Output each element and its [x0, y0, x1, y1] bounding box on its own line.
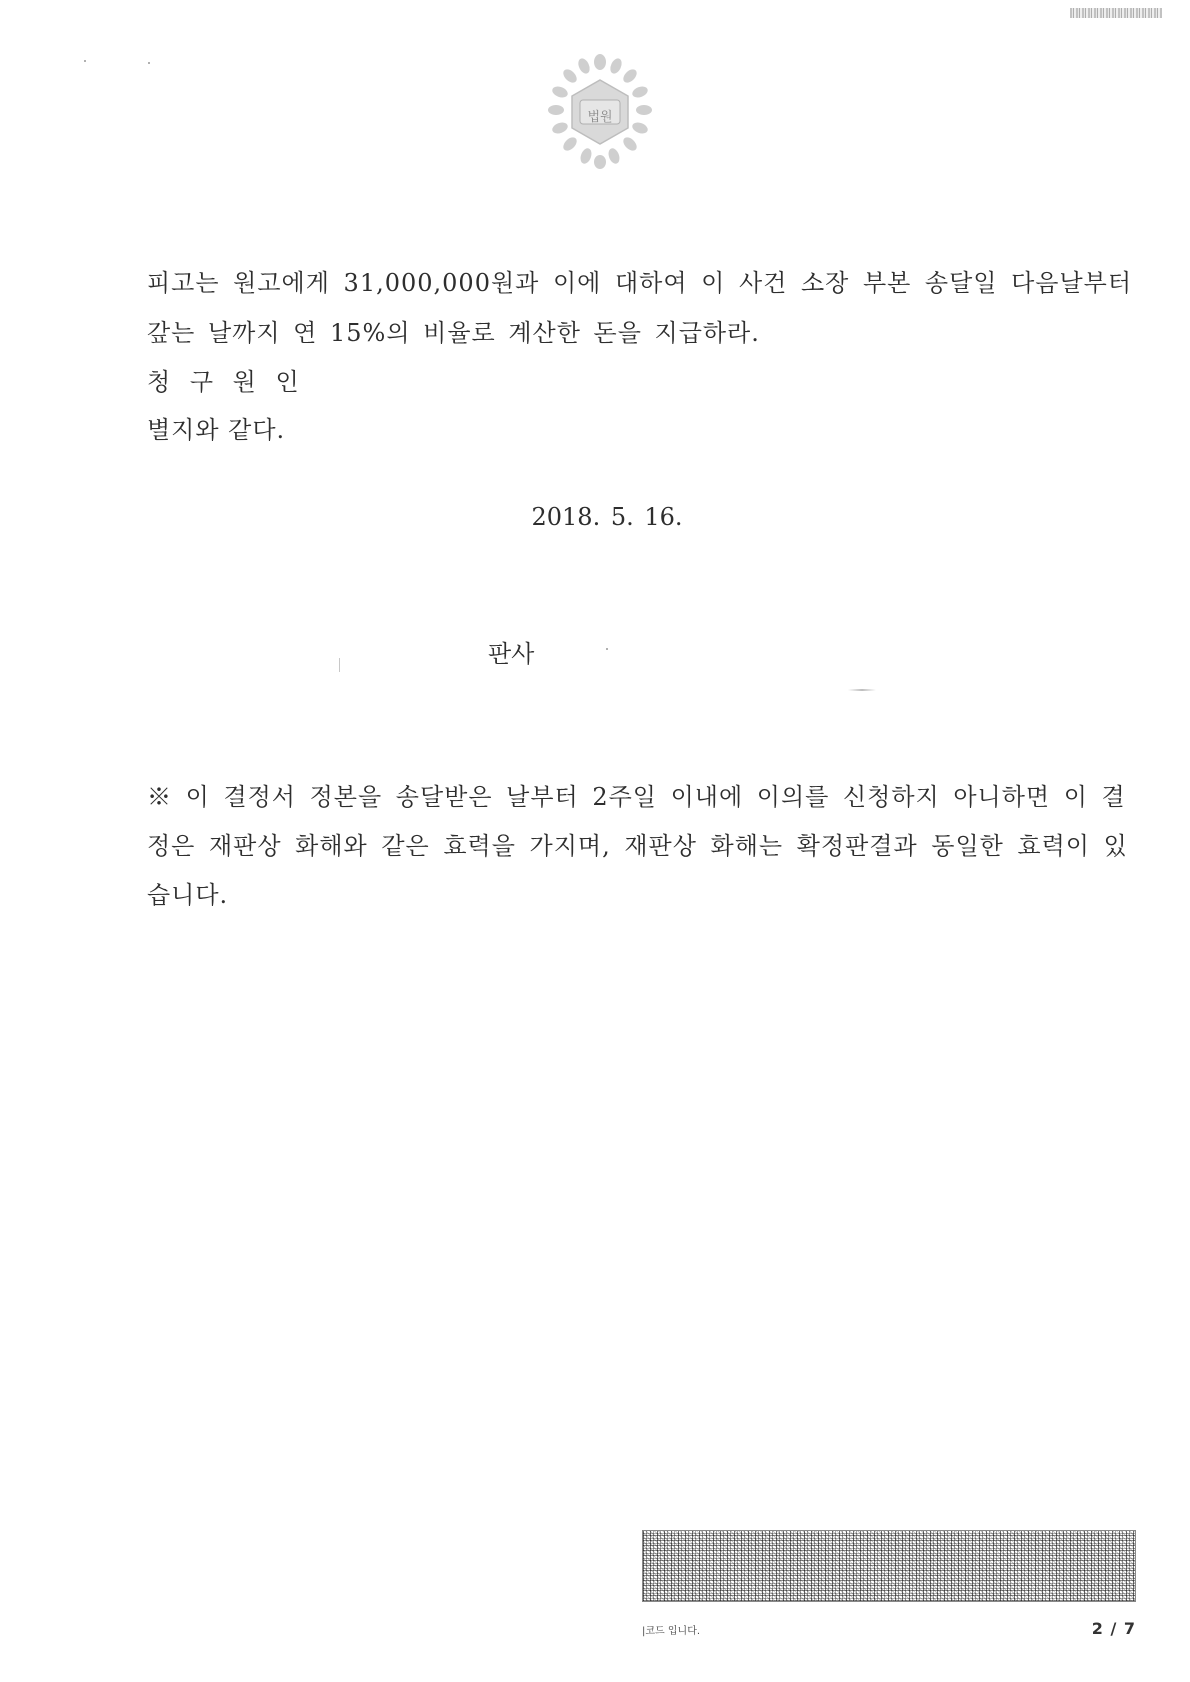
- notice-line-1: ※ 이 결정서 정본을 송달받은 날부터 2주일 이내에 이의를 신청하지 아니하면 이 결: [147, 783, 1126, 811]
- order-text-line-2: 갚는 날까지 연 15%의 비율로 계산한 돈을 지급하라.: [147, 319, 760, 347]
- judge-label: 판사: [488, 640, 535, 668]
- scan-artifact: [339, 658, 340, 672]
- claim-grounds-heading: 청 구 원 인: [147, 368, 300, 396]
- scan-artifact: [848, 689, 876, 691]
- scan-speck: [606, 648, 608, 650]
- scan-speck: [84, 60, 86, 62]
- notice-line-3: 습니다.: [147, 881, 229, 909]
- document-barcode: [642, 1530, 1136, 1602]
- scan-speck: [148, 62, 150, 64]
- decision-date: 2018. 5. 16.: [531, 503, 683, 531]
- page-number: 2 / 7: [1091, 1619, 1136, 1638]
- barcode-caption: |코드 입니다.: [642, 1626, 701, 1637]
- court-seal-text: 법원: [587, 110, 613, 125]
- claim-grounds-text: 별지와 같다.: [147, 416, 286, 444]
- notice-line-2: 정은 재판상 화해와 같은 효력을 가지며, 재판상 화해는 확정판결과 동일한 효력이 있: [147, 832, 1128, 860]
- header-scan-mark: [1070, 8, 1162, 18]
- order-text-line-1: 피고는 원고에게 31,000,000원과 이에 대하여 이 사건 소장 부본 송달일 다음날부터: [147, 269, 1133, 297]
